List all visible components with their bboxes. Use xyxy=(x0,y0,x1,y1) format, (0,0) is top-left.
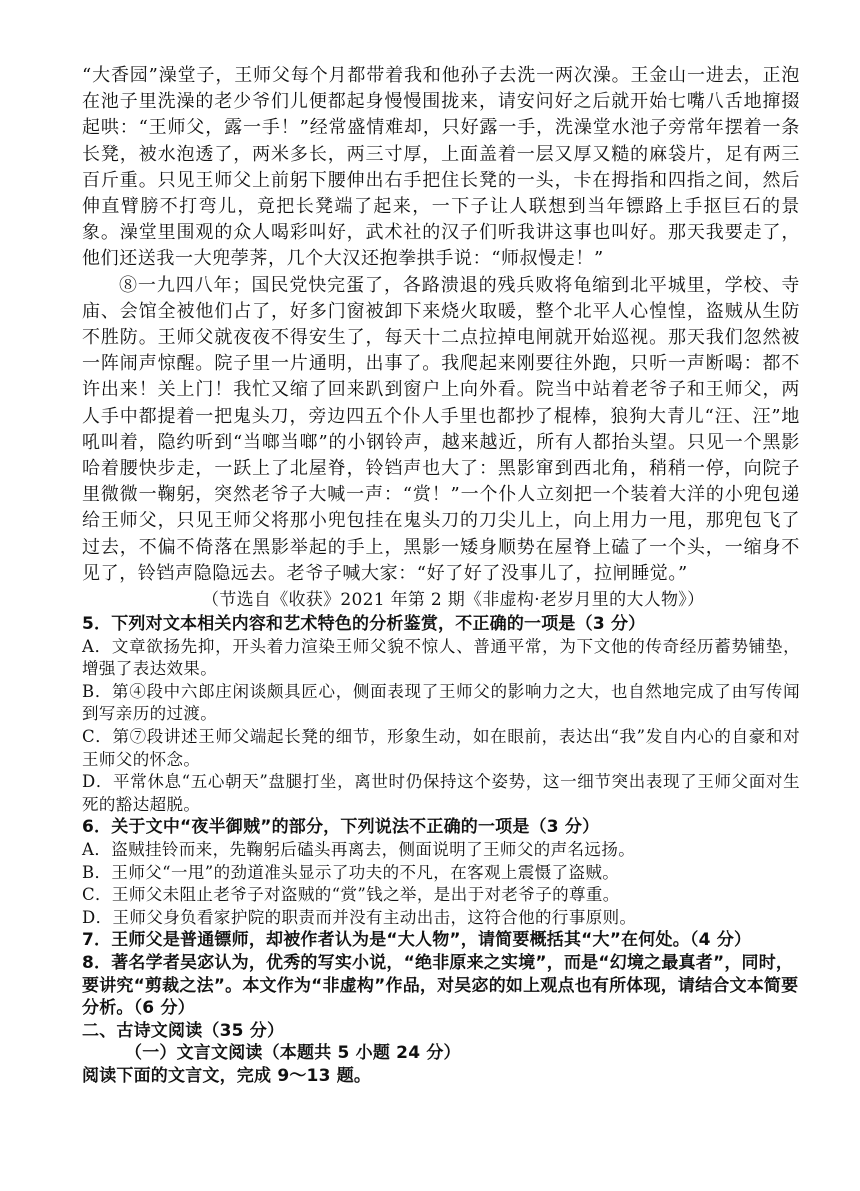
section-subtitle: （一）文言文阅读（本题共 5 小题 24 分） xyxy=(125,1043,461,1064)
section-title: 二、古诗文阅读（35 分） xyxy=(82,1020,285,1041)
question-5-option-a: A．文章欲扬先抑，开头着力渲染王师父貌不惊人、普通平常，为下文他的传奇经历蓄势铺垫，增强了表达效果。 xyxy=(82,636,800,679)
source-citation: （节选自《收获》2021 年第 2 期《非虚构·老岁月里的大人物》） xyxy=(202,590,705,611)
passage-paragraph-7: “大香园”澡堂子，王师父每个月都带着我和他孙子去洗一两次澡。王金山一进去，正泡在池子里洗澡的老少爷们儿便都起身慢慢围拢来，请安问好之后就开始七嘴八舌地撺掇起哄：“王师父，露一手！”经常盛情难却，只好露一手，洗澡堂水池子旁常年摆着一条长凳，被水泡透了，两米多长，两三寸厚，上面盖着一层又厚又糙的麻袋片，足有两三百斤重。只见王师父上前躬下腰伸出右手把住长凳的一头，卡在拇指和四指之间，然后伸直臂膀不打弯儿，竟把长凳端了起来，一下子让人联想到当年镖路上手抠巨石的景象。澡堂里围观的众人喝彩叫好，武术社的汉子们听我讲这事也叫好。那天我要走了，他们还送我一大兜荸荠，几个大汉还抱拳拱手说：“师叔慢走！” xyxy=(82,65,800,270)
passage-paragraph-8: ⑧一九四八年；国民党快完蛋了，各路溃退的残兵败将龟缩到北平城里，学校、寺庙、会馆全被他们占了，好多门窗被卸下来烧火取暖，整个北平人心惶惶，盗贼从生防不胜防。王师父就夜夜不得安生了，每天十二点拉掉电闸就开始巡视。那天我们忽然被一阵闹声惊醒。院子里一片通明，出事了。我爬起来刚要往外跑，只听一声断喝：都不许出来！关上门！我忙又缩了回来趴到窗户上向外看。院当中站着老爷子和王师父，两人手中都提着一把鬼头刀，旁边四五个仆人手里也都抄了棍棒，狼狗大青儿“汪、汪”地吼叫着，隐约听到“当啷当啷”的小钢铃声，越来越近，所有人都抬头望。只见一个黑影哈着腰快步走，一跃上了北屋脊，铃铛声也大了：黑影窜到西北角，稍稍一停，向院子里微微一鞠躬，突然老爷子大喊一声：“赏！”一个仆人立刻把一个装着大洋的小兜包递给王师父，只见王师父将那小兜包挂在鬼头刀的刀尖儿上，向上用力一甩，那兜包飞了过去，不偏不倚落在黑影举起的手上，黑影一矮身顺势在屋脊上磕了一个头，一缩身不见了，铃铛声隐隐远去。老爷子喊大家：“好了好了没事儿了，拉闸睡觉。” xyxy=(82,274,800,584)
question-8: 8．著名学者吴宓认为，优秀的写实小说，“绝非原来之实境”，而是“幻境之最真者”，同时，要讲究“剪裁之法”。本文作为“非虚构”作品，对吴宓的如上观点也有所体现，请结合文本简要分析。（6 分） xyxy=(82,952,799,1019)
question-5: 5．下列对文本相关内容和艺术特色的分析鉴赏，不正确的一项是（3 分） xyxy=(82,614,646,635)
question-6: 6．关于文中“夜半御贼”的部分，下列说法不正确的一项是（3 分） xyxy=(82,817,600,838)
question-5-option-c: C．第⑦段讲述王师父端起长凳的细节，形象生动，如在眼前，表达出“我”发自内心的自豪和对王师父的怀念。 xyxy=(82,727,800,769)
question-5-option-d: D．平常休息“五心朝天”盘腿打坐，离世时仍保持这个姿势，这一细节突出表现了王师父面对生死的豁达超脱。 xyxy=(82,772,800,814)
section-instruction: 阅读下面的文言文，完成 9～13 题。 xyxy=(82,1065,372,1086)
question-5-option-b: B．第④段中六郎庄闲谈颇具匠心，侧面表现了王师父的影响力之大，也自然地完成了由写传闻到写亲历的过渡。 xyxy=(82,681,800,724)
question-7: 7．王师父是普通镖师，却被作者认为是“大人物”，请简要概括其“大”在何处。（4 分） xyxy=(82,930,752,951)
question-6-option-d: D．王师父身负看家护院的职责而并没有主动出击，这符合他的行事原则。 xyxy=(82,907,637,927)
question-6-option-b: B．王师父“一甩”的劲道准头显示了功夫的不凡，在客观上震慑了盗贼。 xyxy=(82,862,620,882)
question-6-option-a: A．盗贼挂铃而来，先鞠躬后磕头再离去，侧面说明了王师父的声名远扬。 xyxy=(82,840,636,859)
question-6-option-c: C．王师父未阻止老爷子对盗贼的“赏”钱之举，是出于对老爷子的尊重。 xyxy=(82,885,620,905)
